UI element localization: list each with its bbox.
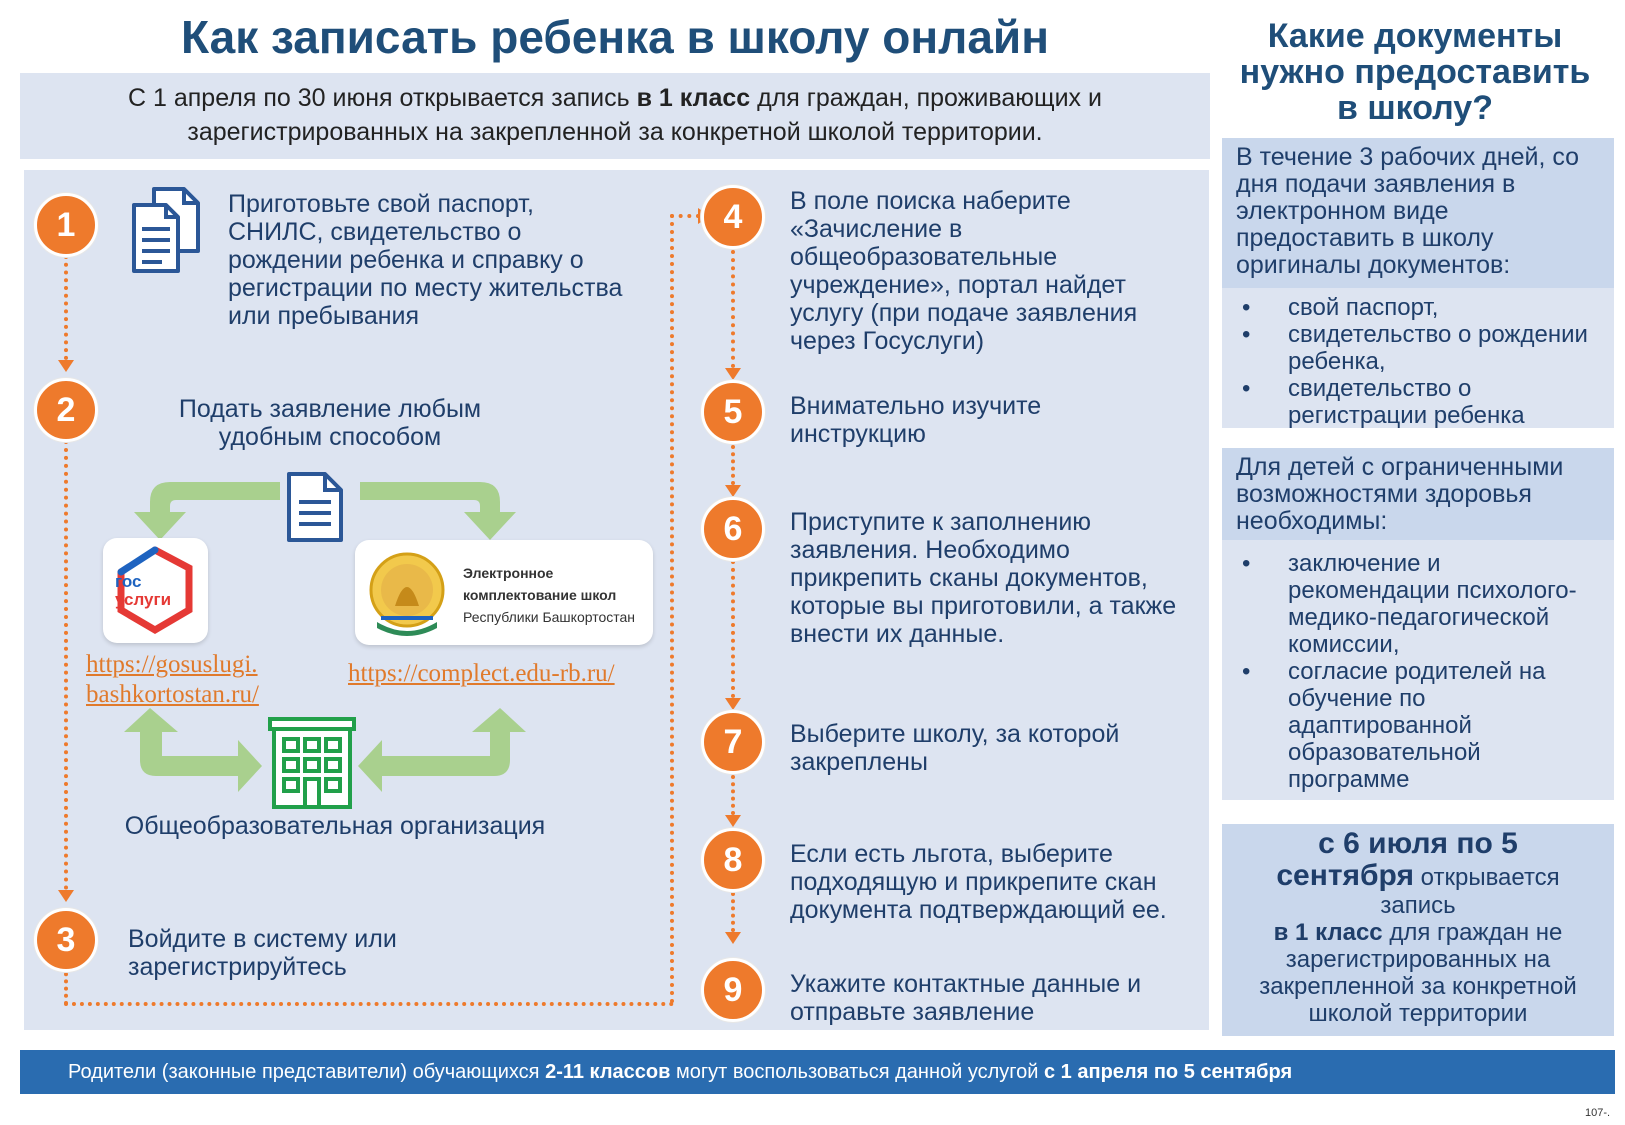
step-6-number: 6 xyxy=(701,497,765,561)
connector-2-3 xyxy=(64,440,68,890)
application-document-icon xyxy=(285,470,345,544)
step-5-number: 5 xyxy=(701,380,765,444)
documents-item: • свой паспорт, xyxy=(1288,294,1604,321)
ovz-box xyxy=(1222,448,1614,800)
gosuslugi-logo[interactable] xyxy=(103,538,208,643)
arrow-7-8 xyxy=(725,815,741,827)
arrow-8-9 xyxy=(725,932,741,944)
step-9-text: Укажите контактные данные и отправьте заявление xyxy=(790,970,1142,1026)
footer-part2: могут воспользоваться данной услугой xyxy=(675,1060,1039,1083)
documents-item: • свидетельство о рождении ребенка, xyxy=(1288,321,1604,375)
complect-line1: Электронное xyxy=(463,565,554,581)
intro-text-part2: для граждан, проживающих и зарегистрированных на закрепленной за конкретной школой территории. xyxy=(187,84,1102,146)
connector-up xyxy=(670,214,674,1004)
footer-part1: Родители (законные представители) обучающихся xyxy=(68,1060,540,1083)
complect-title xyxy=(463,562,635,628)
ovz-item: • согласие родителей на обучение по адаптированной образовательной программе xyxy=(1288,658,1604,793)
july-text2: для граждан не зарегистрированных на закрепленной за конкретной школой территории xyxy=(1259,919,1577,1027)
step-8-number: 8 xyxy=(701,828,765,892)
step-8-text: Если есть льгота, выберите подходящую и прикрепите скан документа подтверждающий ее. xyxy=(790,840,1167,924)
connector-3-right xyxy=(64,1002,674,1006)
step-2-number: 2 xyxy=(34,378,98,442)
ovz-list xyxy=(1222,540,1614,793)
intro-text-part1: С 1 апреля по 30 июня открывается запись xyxy=(128,84,637,112)
step-9-number: 9 xyxy=(701,958,765,1022)
july-text1: открывается запись xyxy=(1380,864,1560,919)
july-class: в 1 класс xyxy=(1273,919,1383,946)
arrow-2-3 xyxy=(58,890,74,902)
gosuslugi-logo-line2: услуги xyxy=(115,590,172,609)
page-title: Как записать ребенка в школу онлайн xyxy=(181,11,1049,63)
connector-7-8 xyxy=(731,775,735,815)
documents-list xyxy=(1222,288,1614,429)
step-7-number: 7 xyxy=(701,710,765,774)
arrow-1-2 xyxy=(58,360,74,372)
complect-line2: комплектование школ xyxy=(463,587,617,603)
connector-5-6 xyxy=(731,445,735,485)
step-1-text: Приготовьте свой паспорт, СНИЛС, свидетельство о рождении ребенка и справку о регистрации по месту жительства или пребывания xyxy=(228,190,623,330)
step-7-text: Выберите школу, за которой закреплены xyxy=(790,720,1120,776)
connector-4-5 xyxy=(731,250,735,368)
step-6-text: Приступите к заполнению заявления. Необходимо прикрепить сканы документов, которые вы приготовили, а также внести их данные. xyxy=(790,508,1177,648)
footer-bold1: 2-11 классов xyxy=(545,1060,671,1083)
gosuslugi-link-line2[interactable]: bashkortostan.ru/ xyxy=(86,681,259,708)
documents-item: • свидетельство о регистрации ребенка xyxy=(1288,375,1604,429)
intro-text-bold: в 1 класс xyxy=(636,84,751,112)
complect-line3: Республики Башкортостан xyxy=(463,609,636,625)
connector-6-7 xyxy=(731,560,735,698)
ovz-item: • заключение и рекомендации психолого-медико-педагогической комиссии, xyxy=(1288,550,1604,658)
gosuslugi-link[interactable] xyxy=(86,650,259,710)
arrow-6-7 xyxy=(725,698,741,710)
documents-box xyxy=(1222,138,1614,428)
footer-bold2: с 1 апреля по 5 сентября xyxy=(1044,1060,1293,1083)
step-3-text: Войдите в систему или зарегистрируйтесь xyxy=(128,925,397,981)
gosuslugi-link-line1[interactable]: https://gosuslugi. xyxy=(86,651,258,678)
complect-logo[interactable] xyxy=(355,540,653,645)
documents-head: В течение 3 рабочих дней, со дня подачи заявления в электронном виде предоставить в школу оригиналы документов: xyxy=(1222,138,1614,288)
step-2-text: Подать заявление любым удобным способом xyxy=(178,395,482,451)
step-1-number: 1 xyxy=(34,193,98,257)
complect-link[interactable]: https://complect.edu-rb.ru/ xyxy=(348,660,615,687)
intro-banner xyxy=(20,73,1210,159)
july-dates: с 6 июля по 5 сентября xyxy=(1276,827,1518,892)
connector-1-2 xyxy=(64,255,68,360)
connector-8-9 xyxy=(731,892,735,932)
documents-title: Какие документы нужно предоставить в школу? xyxy=(1239,17,1591,127)
documents-icon xyxy=(128,185,204,275)
step-5-text: Внимательно изучите инструкцию xyxy=(790,392,1042,448)
arrow-4-5 xyxy=(725,368,741,380)
arrow-5-6 xyxy=(725,485,741,497)
gosuslugi-logo-line1: гос xyxy=(115,572,142,591)
step-4-text: В поле поиска наберите «Зачисление в общеобразовательные учреждение», портал найдет услугу (при подаче заявления через Госуслуги) xyxy=(790,187,1138,355)
footer-banner xyxy=(20,1050,1615,1094)
coat-of-arms-icon xyxy=(365,548,450,638)
step-3-number: 3 xyxy=(34,908,98,972)
step-4-number: 4 xyxy=(701,185,765,249)
organization-label: Общеобразовательная организация xyxy=(124,812,546,840)
ovz-head: Для детей с ограниченными возможностями здоровья необходимы: xyxy=(1222,448,1614,540)
school-building-icon xyxy=(266,715,358,810)
connector-to-4 xyxy=(670,214,700,218)
july-box xyxy=(1222,824,1614,1036)
watermark: 107-. xyxy=(1585,1107,1611,1119)
